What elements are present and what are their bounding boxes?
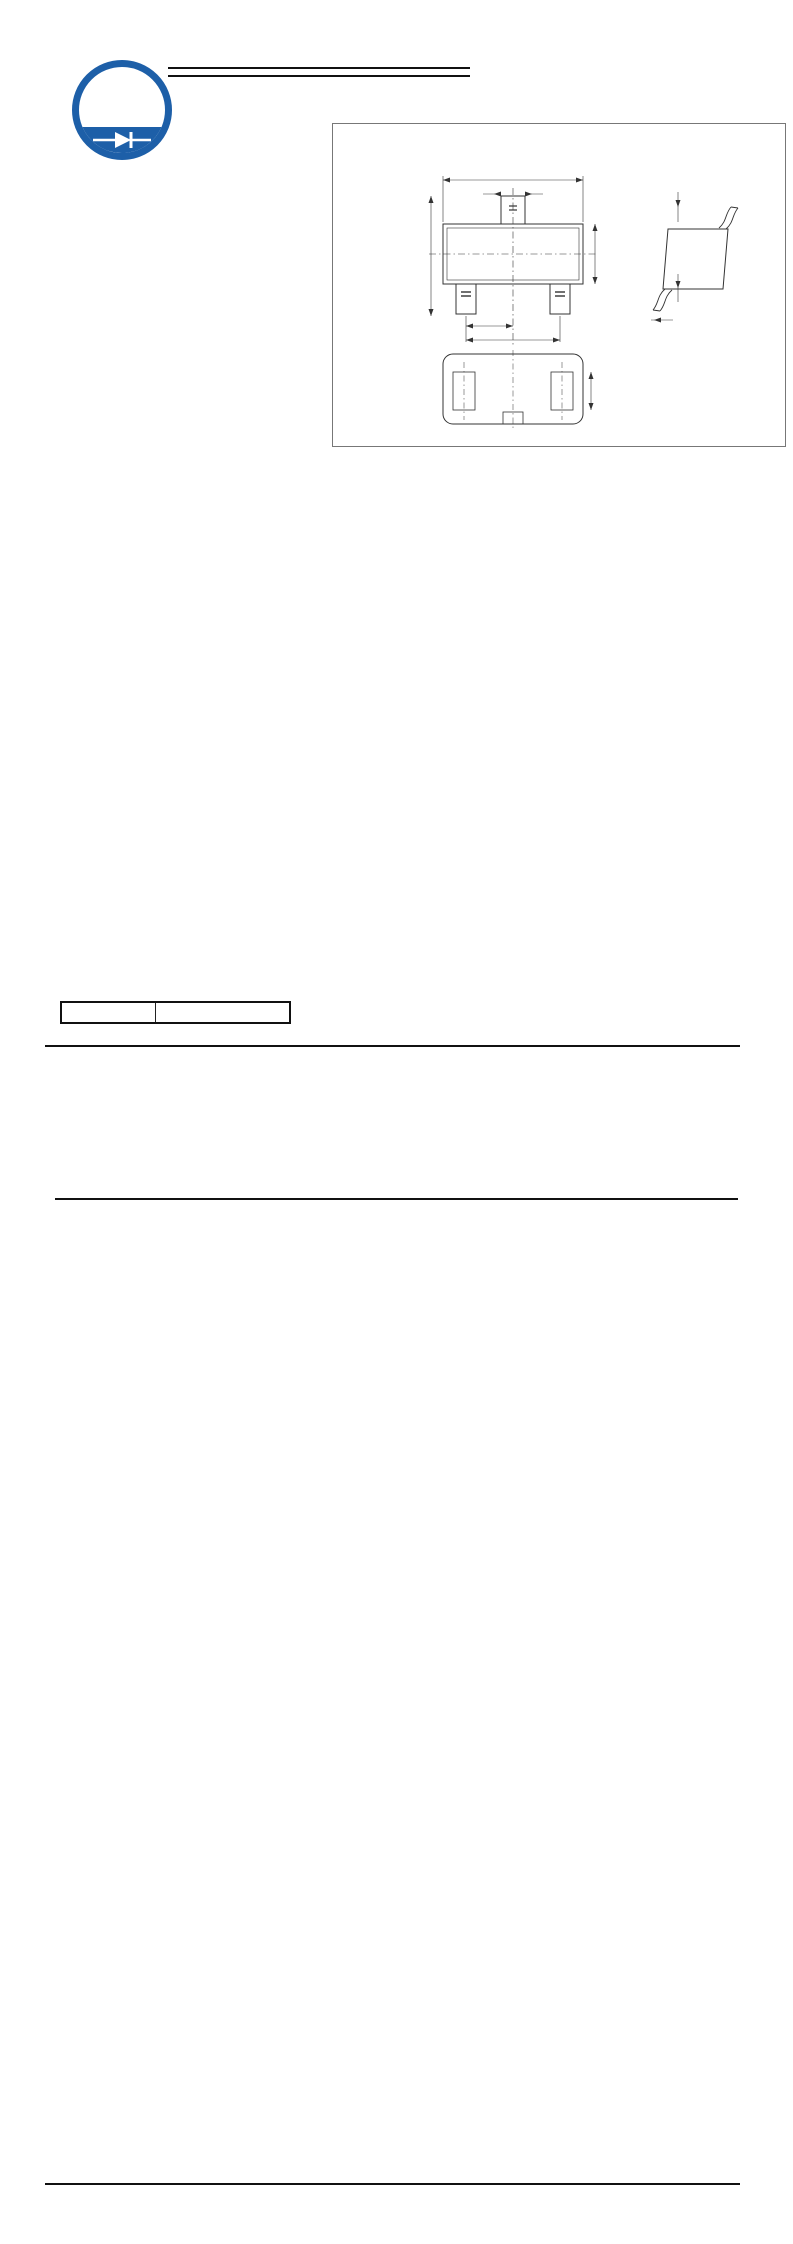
chart-ft-vs-ic	[60, 1935, 397, 2167]
chart-static-characteristic	[60, 1233, 397, 1465]
chart-vbesat-vs-ic	[396, 1467, 733, 1699]
chart-ic-vs-vbe	[60, 1701, 397, 1933]
marking-value-cell	[156, 1002, 291, 1023]
chart-hfe-vs-ic	[396, 1233, 733, 1465]
logo-band	[75, 127, 169, 153]
doc-header	[168, 64, 470, 77]
chart-pc-vs-ta	[396, 1935, 733, 2167]
logo-mark	[72, 60, 172, 160]
package-outline-box	[332, 123, 786, 447]
marking-table	[60, 1001, 291, 1024]
page2-header	[55, 1192, 738, 1200]
diode-icon	[75, 127, 169, 153]
footer-rule	[45, 1045, 740, 1047]
chart-vcesat-vs-ic	[60, 1467, 397, 1699]
marking-label-cell	[61, 1002, 156, 1023]
table-row	[61, 1002, 290, 1023]
chart-capacitance	[396, 1701, 733, 1933]
footer-rule	[45, 2183, 740, 2185]
company-logo	[72, 60, 172, 163]
sot23-package-drawing	[333, 124, 783, 444]
